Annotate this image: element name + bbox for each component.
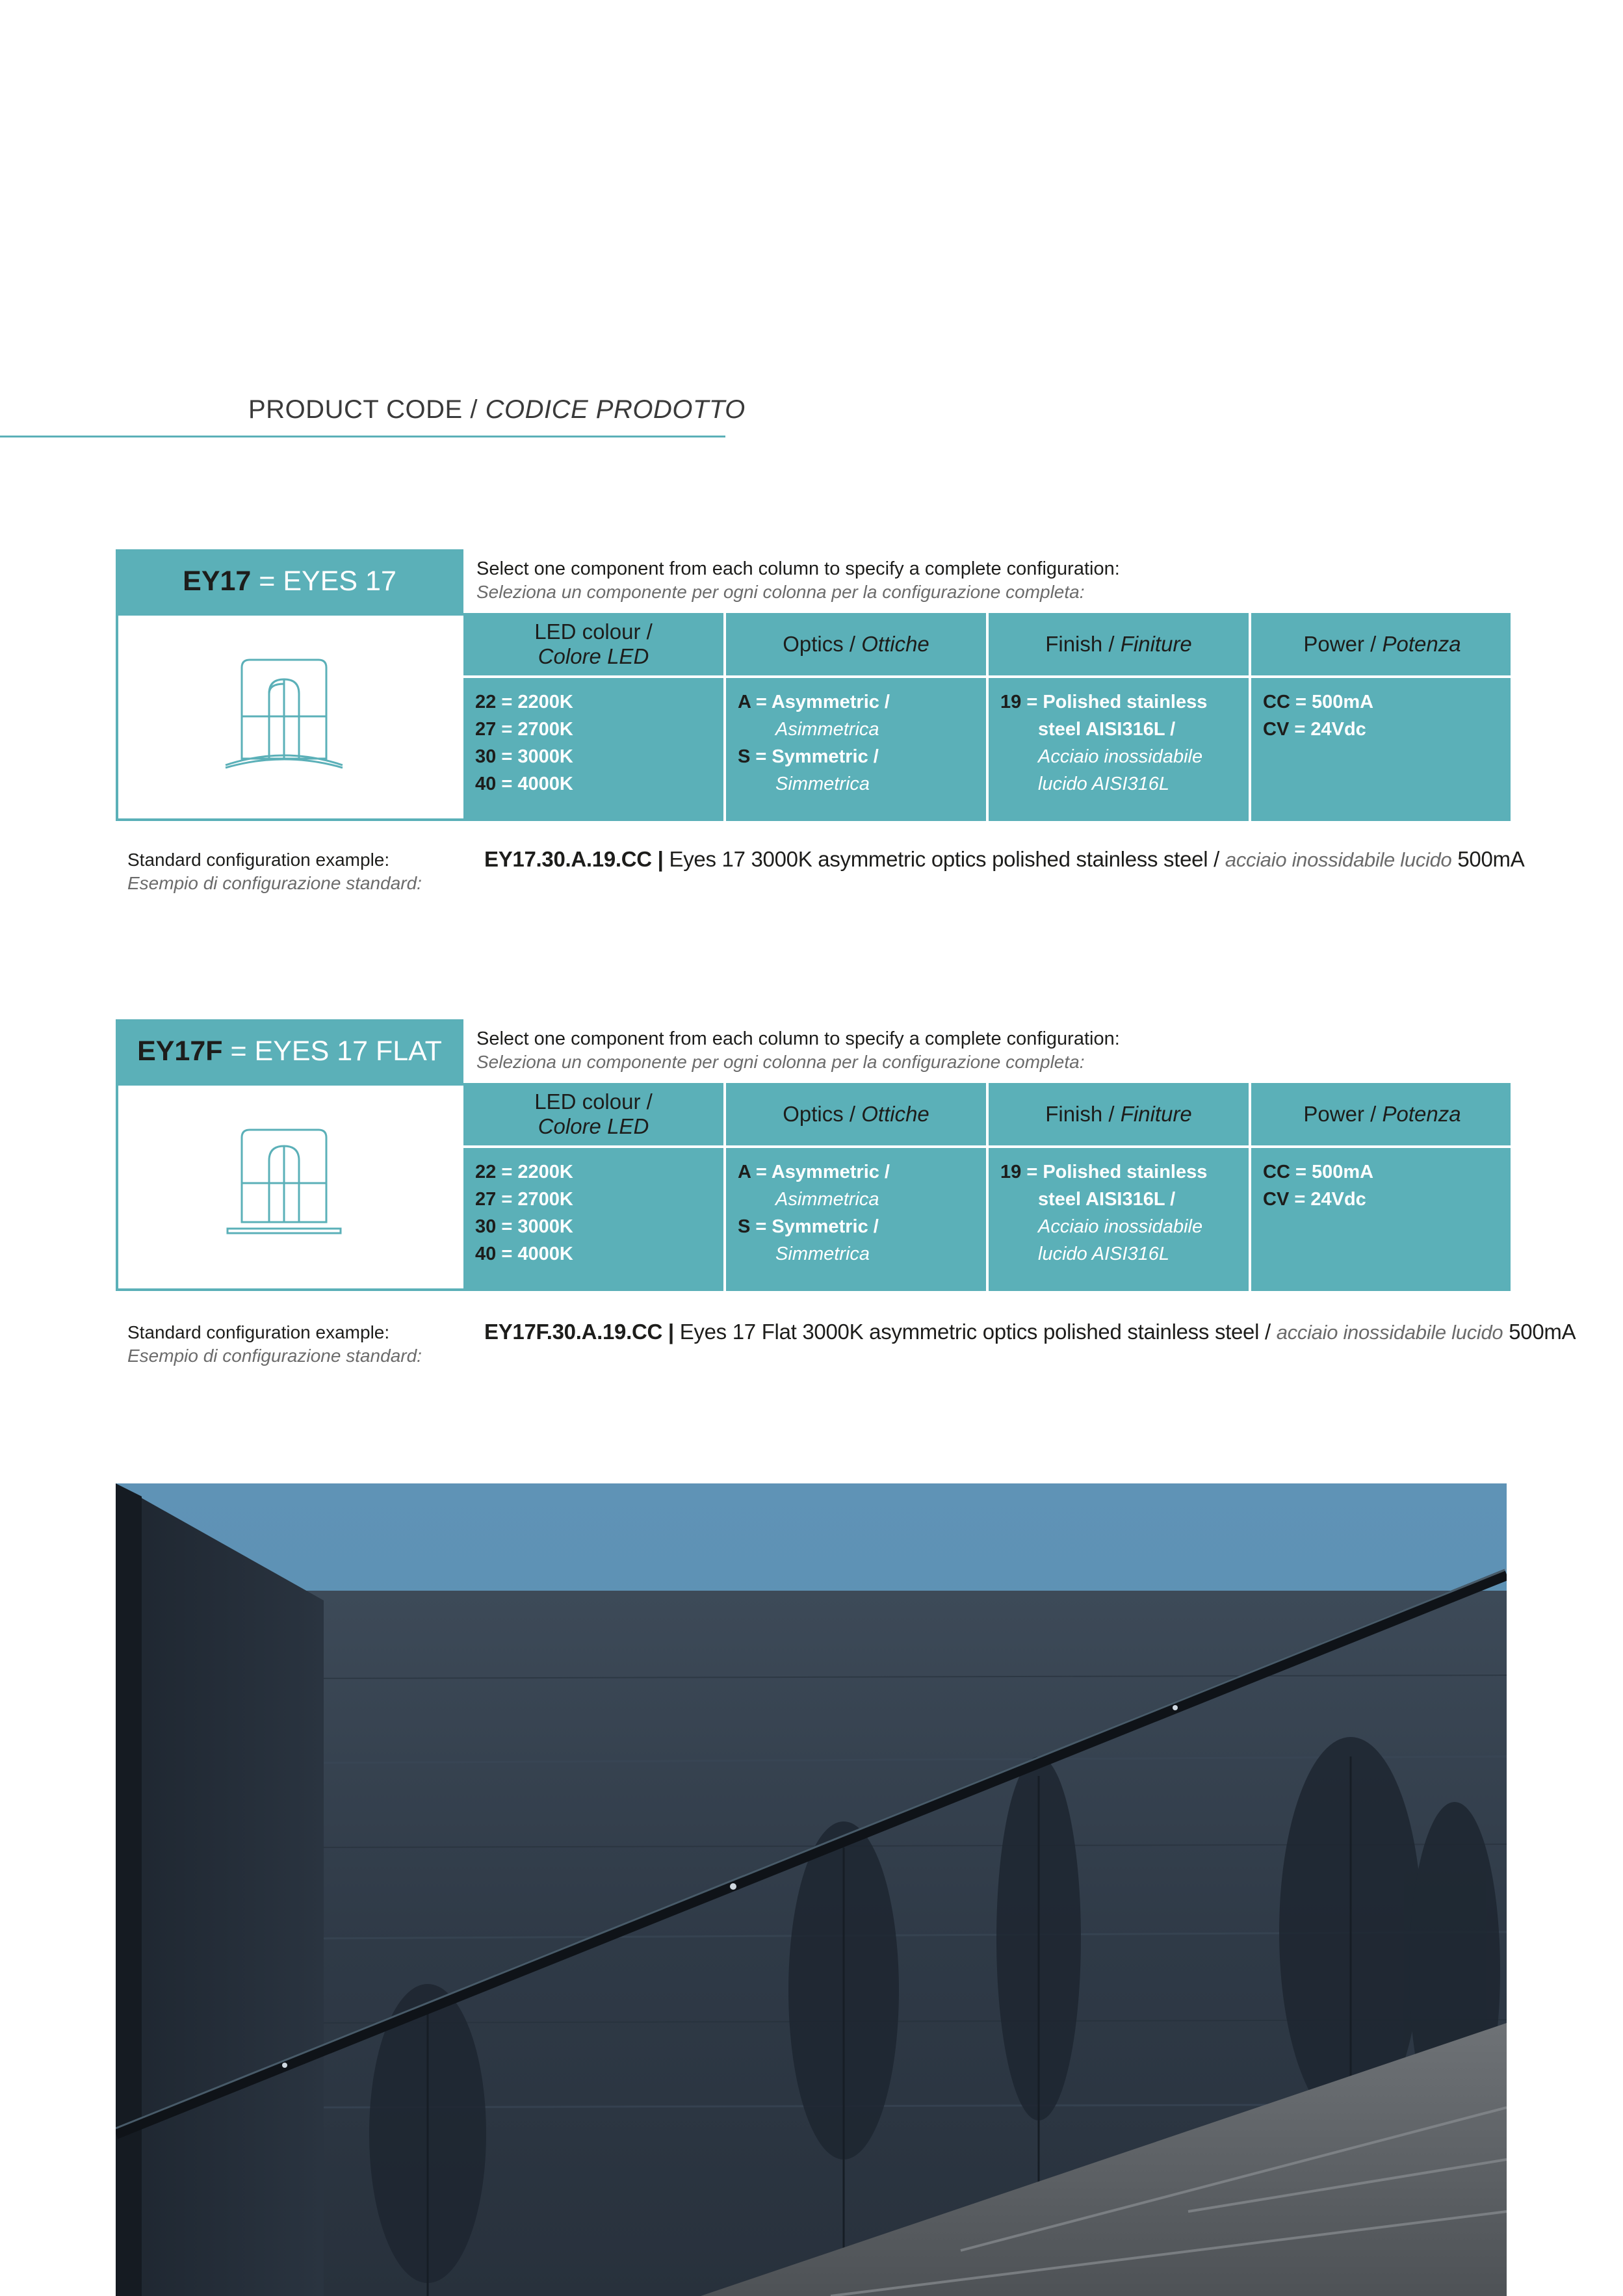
column-header-power [1251, 1083, 1513, 1148]
finish-title-it: Finiture [1120, 1102, 1192, 1126]
std-desc-it: acciaio inossidabile lucido [1276, 1321, 1503, 1344]
column-finish [986, 613, 1249, 821]
optics-option-a: A = Asymmetric / [738, 1162, 890, 1182]
led-option: 27 = 2700K [475, 719, 573, 740]
power-option: CC = 500mA [1263, 692, 1374, 712]
led-title: LED colour / [534, 620, 653, 644]
config-instruction [476, 1027, 1120, 1074]
led-title-it: Colore LED [538, 644, 649, 668]
product-drawing-box [116, 1083, 463, 1291]
column-power [1249, 1083, 1513, 1291]
std-tail: 500mA [1451, 847, 1525, 871]
column-header-finish [989, 1083, 1249, 1148]
power-option: CC = 500mA [1263, 1162, 1374, 1182]
optics-option-a-it: Asimmetrica [775, 1189, 879, 1210]
eyes17-lamp-icon [222, 655, 352, 778]
instruction-en: Select one component from each column to specify a complete configuration: [476, 558, 1120, 579]
led-option: 30 = 3000K [475, 1216, 573, 1237]
config-table [463, 613, 1511, 821]
finish-option: 19 = Polished stainless [1000, 1162, 1208, 1182]
led-option: 22 = 2200K [475, 692, 573, 712]
std-sep: | [651, 847, 669, 871]
config-instruction [476, 557, 1120, 604]
led-option: 40 = 4000K [475, 774, 573, 794]
led-option: 40 = 4000K [475, 1244, 573, 1264]
finish-option-it1: Acciaio inossidabile [1038, 746, 1203, 767]
std-label-en: Standard configuration example: [127, 850, 390, 870]
std-code: EY17F.30.A.19.CC [484, 1320, 663, 1344]
column-led-colour [463, 1083, 723, 1291]
std-desc: Eyes 17 Flat 3000K asymmetric optics polished stainless steel / [679, 1320, 1277, 1344]
optics-option-s-it: Simmetrica [775, 774, 870, 794]
section-title-main: PRODUCT CODE / [248, 395, 486, 424]
finish-option-it2: lucido AISI316L [1038, 774, 1170, 794]
section-title-italic: CODICE PRODOTTO [485, 395, 746, 424]
column-finish [986, 1083, 1249, 1291]
optics-title: Optics / [783, 1102, 862, 1126]
std-label-it: Esempio di configurazione standard: [127, 1346, 422, 1366]
std-desc-it: acciaio inossidabile lucido [1225, 848, 1452, 871]
product-drawing-box [116, 613, 463, 821]
power-title: Power / [1303, 1102, 1383, 1126]
power-option: CV = 24Vdc [1263, 1189, 1366, 1210]
instruction-it: Seleziona un componente per ogni colonna per la configurazione completa: [476, 1052, 1085, 1072]
staircase-handrail-photo [116, 1483, 1507, 2296]
column-optics [723, 613, 986, 821]
std-sep: | [662, 1320, 680, 1344]
column-header-led [463, 613, 723, 678]
finish-title: Finish / [1045, 632, 1121, 656]
column-header-optics [726, 1083, 986, 1148]
finish-option-line2: steel AISI316L / [1038, 719, 1176, 740]
product-code: EY17F [137, 1035, 223, 1067]
power-title-it: Potenza [1382, 1102, 1461, 1126]
section-title [248, 395, 746, 424]
finish-title-it: Finiture [1120, 632, 1192, 656]
led-option: 27 = 2700K [475, 1189, 573, 1210]
product-code: EY17 [183, 565, 252, 597]
column-optics [723, 1083, 986, 1291]
instruction-en: Select one component from each column to specify a complete configuration: [476, 1028, 1120, 1049]
optics-title-it: Ottiche [861, 632, 929, 656]
product-name: = EYES 17 [259, 565, 396, 597]
power-title-it: Potenza [1382, 632, 1461, 656]
finish-title: Finish / [1045, 1102, 1121, 1126]
std-config-label [127, 1321, 422, 1368]
optics-option-s: S = Symmetric / [738, 1216, 879, 1237]
led-title-it: Colore LED [538, 1114, 649, 1138]
power-title: Power / [1303, 632, 1383, 656]
std-code: EY17.30.A.19.CC [484, 847, 652, 871]
column-header-power [1251, 613, 1513, 678]
std-desc: Eyes 17 3000K asymmetric optics polished stainless steel / [669, 847, 1225, 871]
std-config-label [127, 848, 422, 895]
optics-title: Optics / [783, 632, 862, 656]
column-led-colour [463, 613, 723, 821]
column-header-optics [726, 613, 986, 678]
instruction-it: Seleziona un componente per ogni colonna per la configurazione completa: [476, 582, 1085, 602]
std-label-it: Esempio di configurazione standard: [127, 873, 422, 893]
led-option: 22 = 2200K [475, 1162, 573, 1182]
finish-option-line2: steel AISI316L / [1038, 1189, 1176, 1210]
optics-option-a-it: Asimmetrica [775, 719, 879, 740]
led-option: 30 = 3000K [475, 746, 573, 767]
finish-option: 19 = Polished stainless [1000, 692, 1208, 712]
column-power [1249, 613, 1513, 821]
power-option: CV = 24Vdc [1263, 719, 1366, 740]
section-divider [0, 436, 725, 437]
column-header-led [463, 1083, 723, 1148]
std-tail: 500mA [1503, 1320, 1576, 1344]
product-code-header [116, 549, 463, 613]
finish-option-it2: lucido AISI316L [1038, 1244, 1170, 1264]
eyes17-flat-lamp-icon [222, 1125, 352, 1248]
optics-option-a: A = Asymmetric / [738, 692, 890, 712]
std-label-en: Standard configuration example: [127, 1322, 390, 1342]
optics-title-it: Ottiche [861, 1102, 929, 1126]
optics-option-s: S = Symmetric / [738, 746, 879, 767]
column-header-finish [989, 613, 1249, 678]
product-name: = EYES 17 FLAT [230, 1035, 442, 1067]
led-title: LED colour / [534, 1089, 653, 1114]
product-code-header [116, 1019, 463, 1083]
std-config-example [484, 847, 1524, 872]
optics-option-s-it: Simmetrica [775, 1244, 870, 1264]
config-table [463, 1083, 1511, 1291]
finish-option-it1: Acciaio inossidabile [1038, 1216, 1203, 1237]
std-config-example [484, 1320, 1576, 1344]
